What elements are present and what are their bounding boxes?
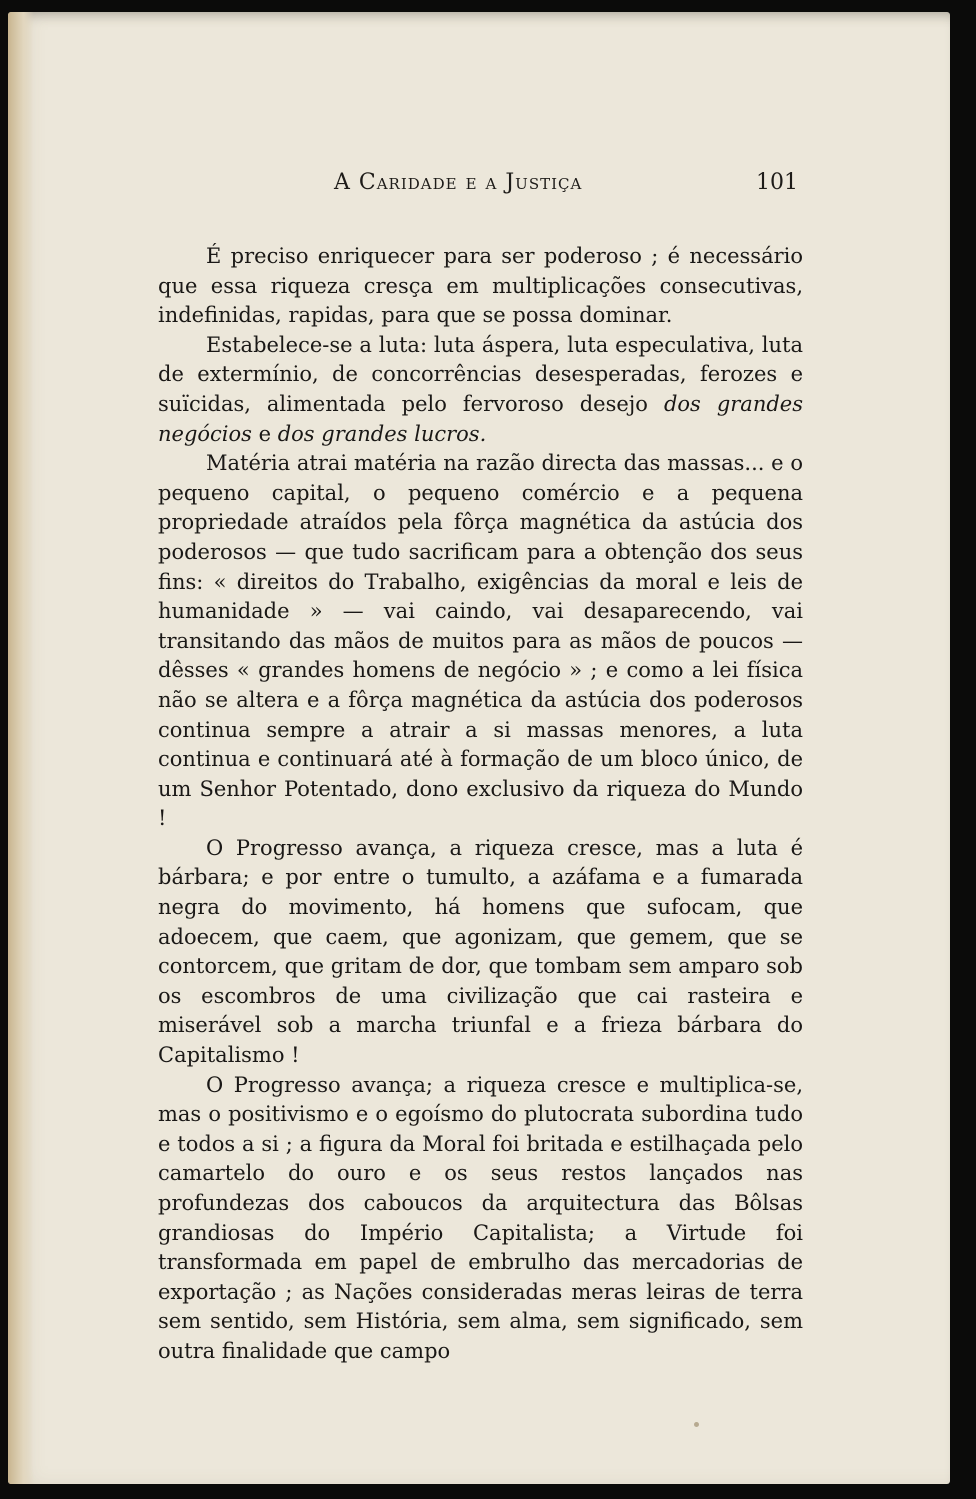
book-page — [8, 12, 950, 1484]
paragraph-4: O Progresso avança, a riqueza cresce, mas a luta é bárbara; e por entre o tumulto, a azáfama e a fumarada negra do movimento, há homens que sufocam, que adoecem, que caem, que agonizam, que gemem, que se contorcem, que gritam de dor, que tombam sem amparo sob os escombros de uma civilização que cai rasteira e miserável sob a marcha triunfal e a frieza bárbara do Capitalismo ! — [158, 835, 803, 1068]
paragraph-2-text-start: Estabelece-se a luta: luta áspera, luta especulativa, luta de extermínio, de concorrências desesperadas, ferozes e suïcidas, alimentada pelo fervoroso desejo — [158, 332, 803, 416]
running-head: A Caridade e a Justiça — [334, 170, 583, 195]
paragraph-3: Matéria atrai matéria na razão directa das massas... e o pequeno capital, o pequeno comércio e a pequena propriedade atraídos pela fôrça magnética da astúcia dos poderosos — que tudo sacrificam para a obtenção dos seus fins: « direitos do Trabalho, exigências da moral e leis de humanidade » — vai caindo, vai desaparecendo, vai transitando das mãos de muitos para as mãos de poucos — dêsses « grandes homens de negócio » ; e como a lei física não se altera e a fôrça magnética da astúcia dos poderosos continua sempre a atrair a si massas menores, a luta continua e continuará até à formação de um bloco único, de um Senhor Potentado, dono exclusivo da riqueza do Mundo ! — [158, 451, 803, 831]
body-text — [158, 242, 803, 1367]
paragraph-2 — [158, 331, 803, 449]
paragraph-2-italic-2: dos grandes lucros. — [277, 421, 487, 446]
paragraph-5: O Progresso avança; a riqueza cresce e multiplica-se, mas o positivismo e o egoísmo do plutocrata subordina tudo e todos a si ; a figura da Moral foi britada e estilhaçada pelo camartelo do ouro e os seus restos lançados nas profundezas dos caboucos da arquitectura das Bôlsas grandiosas do Império Capitalista; a Virtude foi transformada em papel de embrulho das mercadorias de exportação ; as Nações consideradas meras leiras de terra sem sentido, sem História, sem alma, sem significado, sem outra finalidade que campo — [158, 1072, 803, 1363]
paper-speck — [694, 1422, 699, 1427]
paragraph-2-text-middle: e — [251, 421, 278, 446]
paragraph-1: É preciso enriquecer para ser poderoso ; é necessário que essa riqueza cresça em multiplicações consecutivas, indefinidas, rapidas, para que se possa dominar. — [158, 244, 803, 328]
paragraph-2-italic-1: dos grandes negócios — [158, 391, 803, 446]
page-number: 101 — [756, 170, 798, 195]
page-header — [150, 164, 798, 204]
